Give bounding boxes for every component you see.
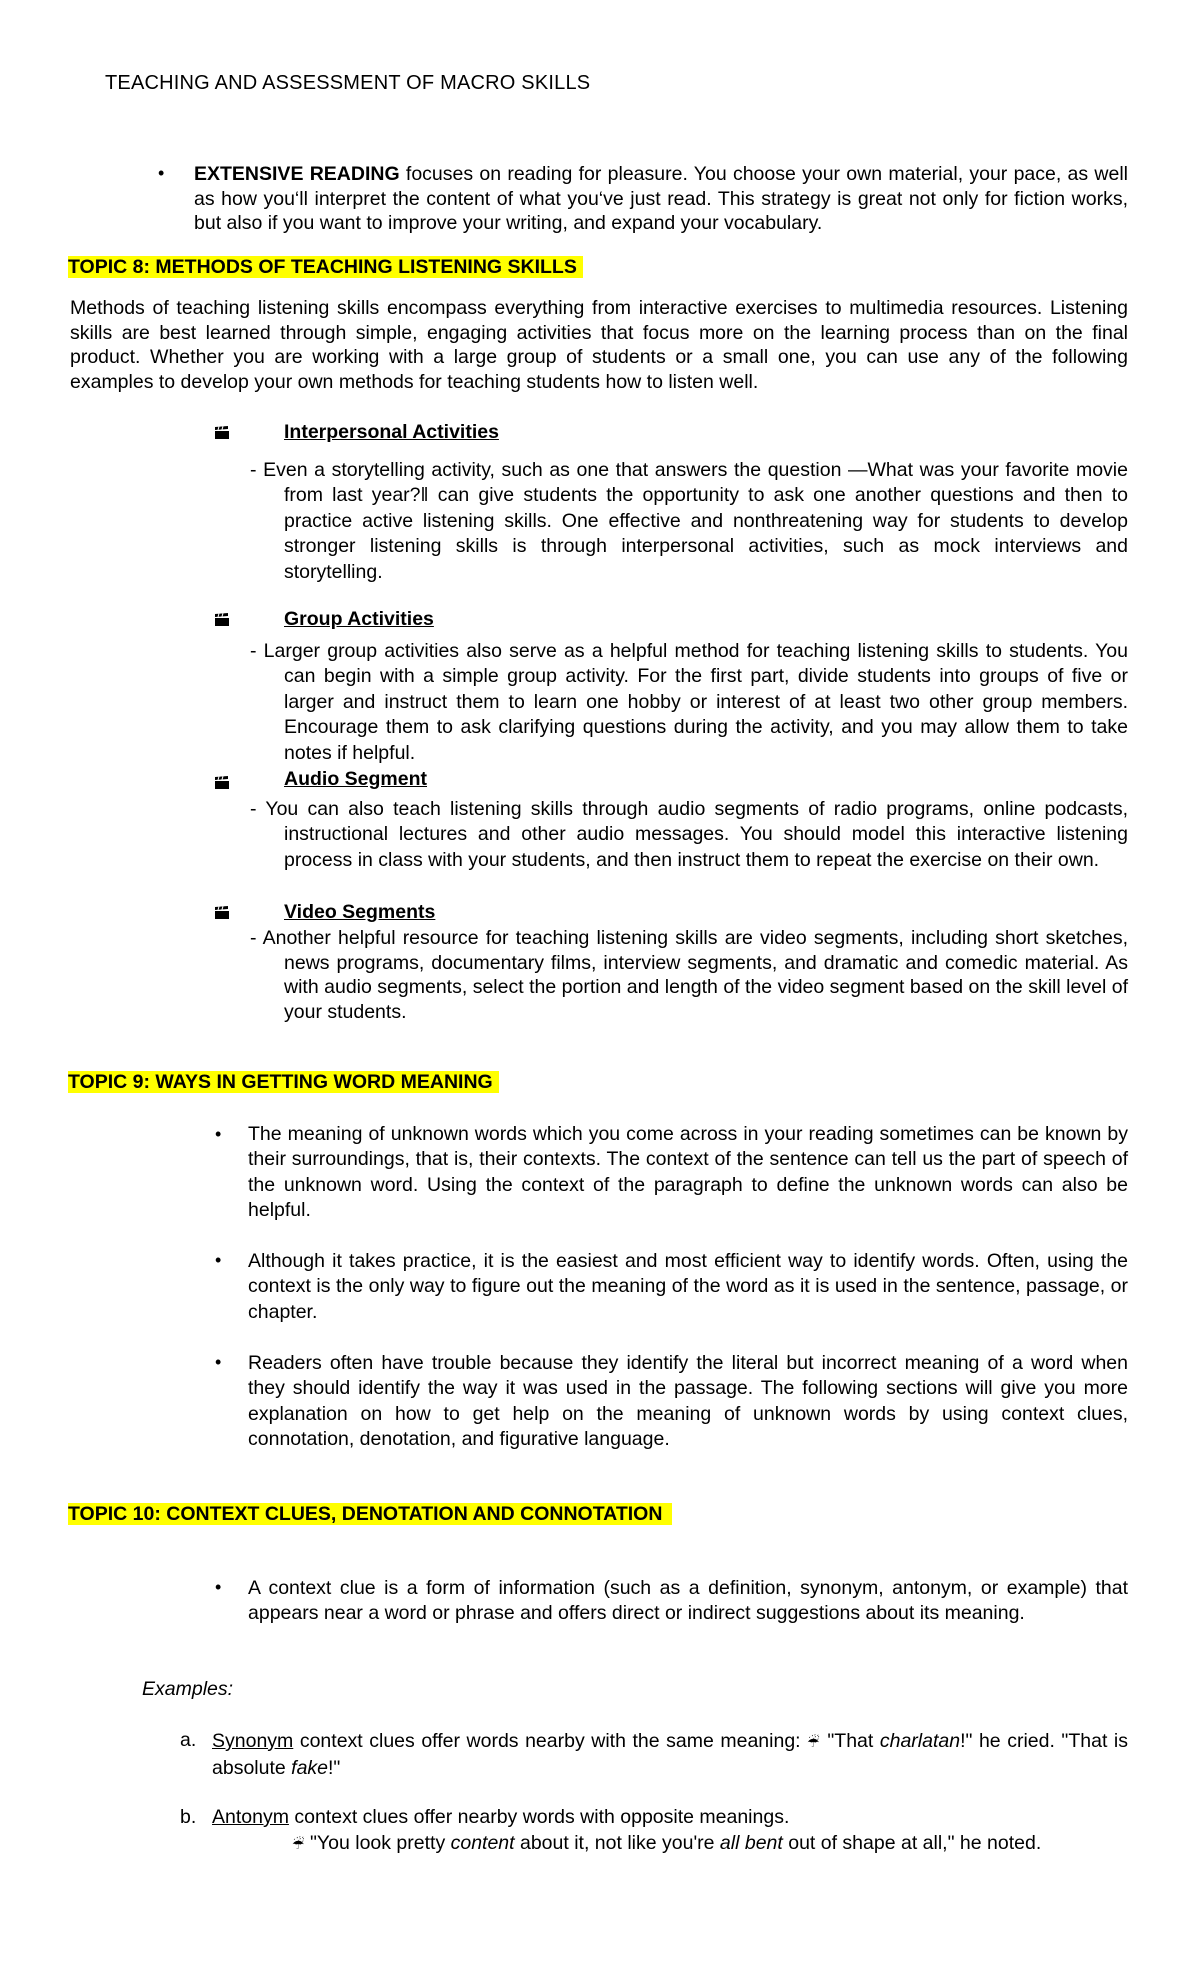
- interpersonal-activities-body: - Even a storytelling activity, such as one that answers the question ―What was your favorite movie from last year?‖ can give students the opportunity to ask one another questions and then to practice active listening skills. One effective and nonthreatening way for students to develop stronger listening skills is through interpersonal activities, such as mock interviews and storytelling.: [250, 459, 1128, 583]
- bullet-marker: •: [215, 1577, 222, 1597]
- example-b-text: Antonym context clues offer nearby words with opposite meanings.: [212, 1806, 790, 1828]
- group-activities-title: Group Activities: [284, 608, 434, 630]
- audio-segment-body: - You can also teach listening skills through audio segments of radio programs, online podcasts, instructional lectures and other audio messages. You should model this interactive listening process in class with your students, and then instruct them to repeat the exercise on their own.: [250, 798, 1128, 871]
- topic-9-bullet-3: Readers often have trouble because they identify the literal but incorrect meaning of a word when they should identify the way it was used in the passage. The following sections will give you more explanation on how to get help on the meaning of unknown words by using context clues, connotation, denotation, and figurative language.: [248, 1352, 1128, 1451]
- bullet-marker: •: [215, 1352, 222, 1372]
- umbrella-icon: ☔: [292, 1837, 305, 1853]
- example-b-letter: b.: [180, 1806, 197, 1828]
- video-segments-title: Video Segments: [284, 901, 436, 923]
- topic-9-bullet-1: The meaning of unknown words which you come across in your reading sometimes can be known by their surroundings, that is, their contexts. The context of the sentence can tell us the part of speech of the unknown word. Using the context of the paragraph to define the unknown words can also be helpful.: [248, 1123, 1128, 1222]
- umbrella-icon: ☔: [807, 1735, 821, 1751]
- examples-label: Examples:: [142, 1678, 234, 1700]
- bullet-marker: •: [158, 163, 165, 183]
- video-segments-body: - Another helpful resource for teaching listening skills are video segments, including short sketches, news programs, documentary films, interview segments, and dramatic and comedic material. As with audio segments, select the portion and length of the video segment based on the skill level of your students.: [250, 927, 1128, 1023]
- synonym-term: Synonym: [212, 1730, 294, 1752]
- bullet-marker: •: [215, 1124, 222, 1144]
- interpersonal-activities-title: Interpersonal Activities: [284, 421, 499, 443]
- antonym-term: Antonym: [212, 1806, 289, 1828]
- topic-8-intro: Methods of teaching listening skills encompass everything from interactive exercises to multimedia resources. Listening skills are best learned through simple, engaging activities that focus more on the learning process than on the final product. Whether you are working with a large group of students or a small one, you can use any of the following examples to develop your own methods for teaching students how to listen well.: [70, 297, 1128, 393]
- example-a-text: Synonym context clues offer words nearby with the same meaning: ☔ "That charlatan!" he cried. "That is absolute fake!": [212, 1730, 1128, 1780]
- extensive-reading-paragraph: [194, 162, 1128, 236]
- example-a-letter: a.: [180, 1729, 197, 1751]
- bullet-marker: •: [215, 1250, 222, 1270]
- clapperboard-icon: [214, 906, 230, 920]
- topic-10-heading: TOPIC 10: CONTEXT CLUES, DENOTATION AND CONNOTATION: [68, 1503, 672, 1526]
- audio-segment-title: Audio Segment: [284, 768, 428, 790]
- topic-9-heading: TOPIC 9: WAYS IN GETTING WORD MEANING: [68, 1071, 499, 1094]
- extensive-reading-text: focuses on reading for pleasure. You choose your own material, your pace, as well as how you‘ll interpret the content of what you‘ve just read. This strategy is great not only for fiction works, but also if you want to improve your writing, and expand your vocabulary.: [194, 163, 1128, 235]
- topic-9-bullet-2: Although it takes practice, it is the easiest and most efficient way to identify words. Often, using the context is the only way to figure out the meaning of the word as it is used in the sentence, passage, or chapter.: [248, 1250, 1128, 1323]
- extensive-reading-term: EXTENSIVE READING: [194, 163, 400, 185]
- topic-10-bullet: A context clue is a form of information (such as a definition, synonym, antonym, or example) that appears near a word or phrase and offers direct or indirect suggestions about its meaning.: [248, 1577, 1128, 1625]
- clapperboard-icon: [214, 426, 230, 440]
- clapperboard-icon: [214, 613, 230, 627]
- topic-8-heading: TOPIC 8: METHODS OF TEACHING LISTENING SKILLS: [68, 256, 583, 279]
- clapperboard-icon: [214, 776, 230, 790]
- group-activities-body: - Larger group activities also serve as a helpful method for teaching listening skills to students. You can begin with a simple group activity. For the first part, divide students into groups of five or larger and instruct them to learn one hobby or interest of at least two other group members. Encourage them to ask clarifying questions during the activity, and you may allow them to take notes if helpful.: [250, 640, 1128, 764]
- page-header: TEACHING AND ASSESSMENT OF MACRO SKILLS: [105, 72, 591, 94]
- example-b-quote: ☔ "You look pretty content about it, not like you're all bent out of shape at all," he noted.: [292, 1832, 1042, 1854]
